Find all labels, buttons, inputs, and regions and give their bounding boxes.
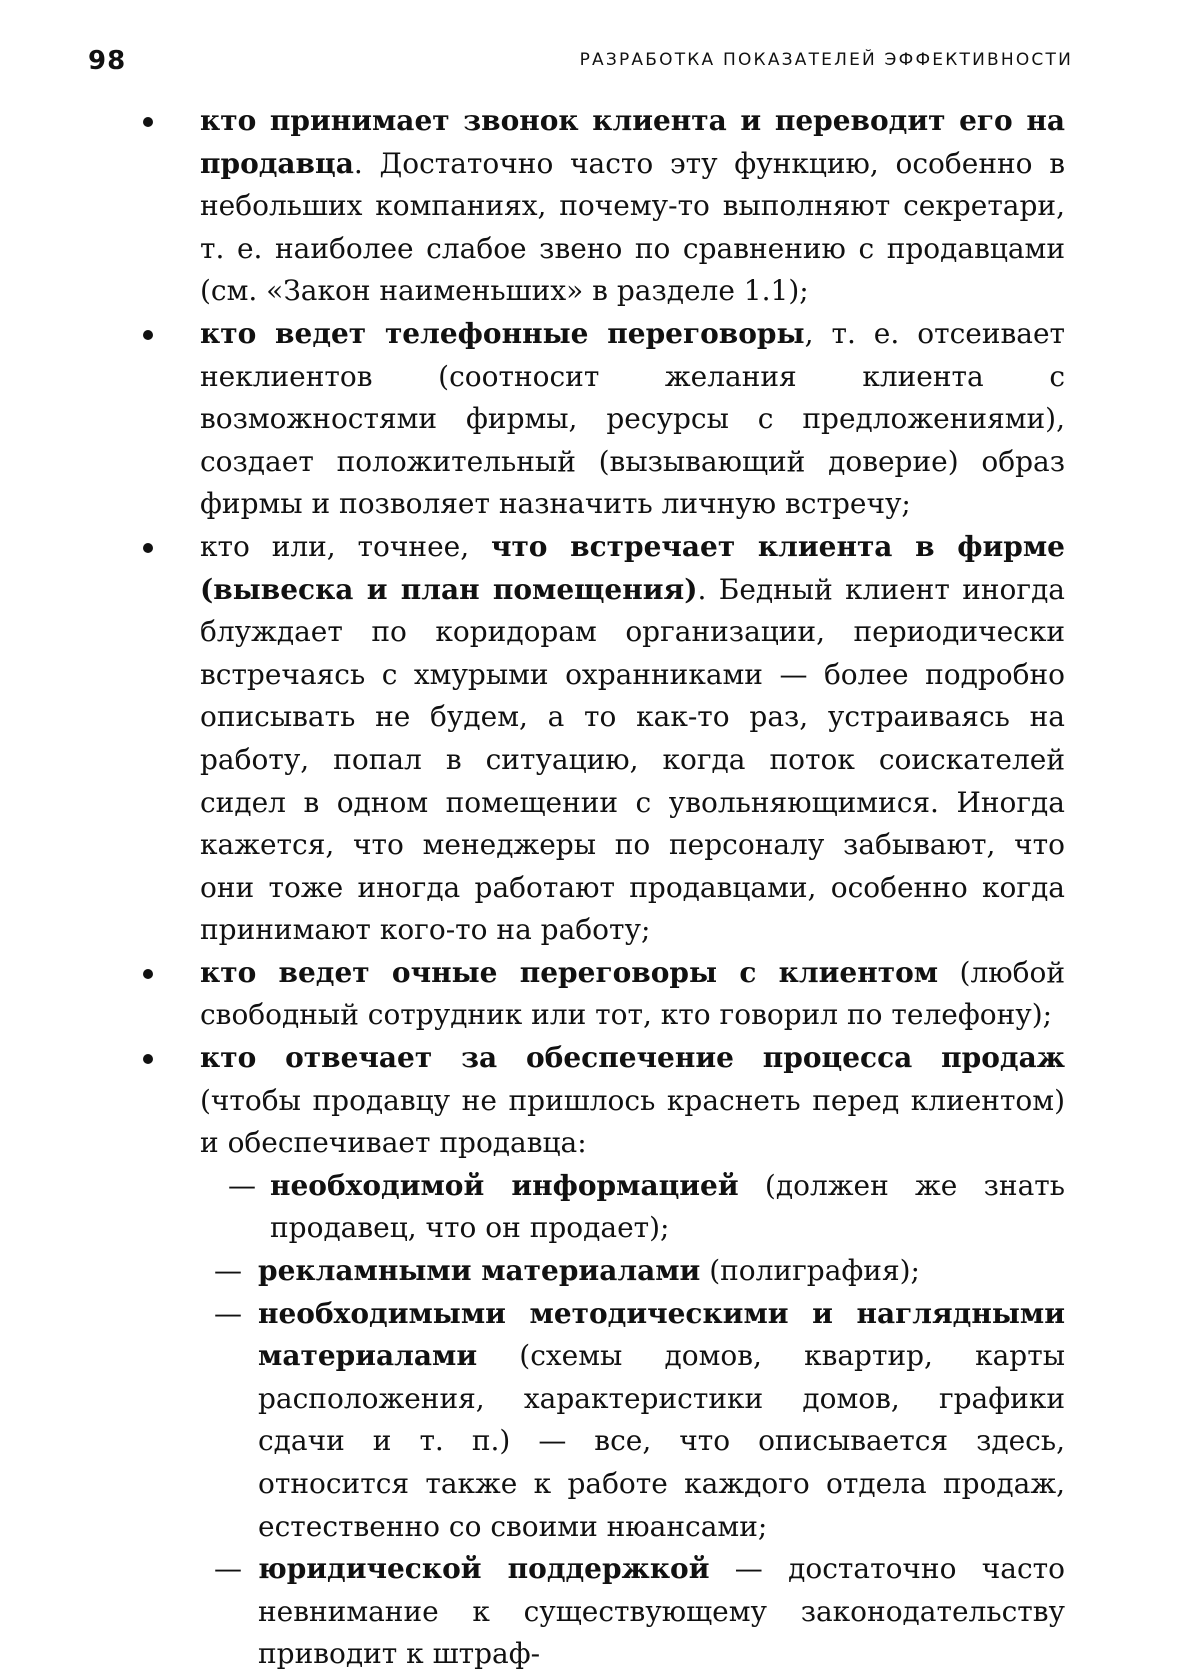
item-bold-text: кто ведет очные переговоры с клиентом xyxy=(200,955,939,989)
sales-support-sublist xyxy=(200,1165,1065,1676)
sub-item-text: (должен же знать продавец, что он продает); xyxy=(270,1168,1065,1245)
bullet-item-face-to-face xyxy=(200,952,1065,1037)
sub-item-legal-support xyxy=(200,1548,1065,1676)
item-text: (чтобы продавцу не пришлось краснеть перед клиентом) и обеспечивает продавца: xyxy=(200,1083,1065,1160)
bullet-icon xyxy=(143,330,153,340)
sub-item-bold-text: рекламными материалами xyxy=(258,1254,701,1288)
item-text: . Бедный клиент иногда блуждает по коридорам организации, периодически встречаясь с хмурыми охранниками — более подробно описывать не будем, а то как-то раз, устраиваясь на работу, попал в ситуацию, когда поток соискателей сидел в одном помещении с увольняющимися. Иногда кажется, что менеджеры по персоналу забывают, что они тоже иногда работают продавцами, особенно когда принимают кого-то на работу; xyxy=(200,572,1065,947)
dash-marker: — xyxy=(214,1254,242,1288)
bullet-item-phone-negotiations xyxy=(200,313,1065,526)
bullet-icon xyxy=(143,117,153,127)
item-bold-text: кто ведет телефонные переговоры xyxy=(200,316,805,350)
dash-marker: — xyxy=(228,1168,256,1202)
item-bold-text: кто принимает звонок клиента и переводит его на продавца xyxy=(200,104,1065,180)
sub-item-text: — достаточно часто невнимание к существующему законодательству приводит к штраф- xyxy=(258,1552,1065,1671)
bullet-item-meets-client xyxy=(200,526,1065,952)
item-text: , т. е. отсеивает неклиентов (соотносит желания клиента с возможностями фирмы, ресурсы с предложениями), создает положительный (вызывающий доверие) образ фирмы и позволяет назначить личную встречу; xyxy=(200,316,1065,521)
dash-marker: — xyxy=(214,1296,242,1330)
item-lead-text: кто или, точнее, xyxy=(200,529,491,563)
item-bold-text: что встречает клиента в фирме (вывеска и план помещения) xyxy=(200,529,1066,606)
bullet-icon xyxy=(143,543,153,553)
bullet-item-answers-call xyxy=(200,100,1065,313)
page-body xyxy=(200,100,1065,1676)
bullet-icon xyxy=(143,1054,153,1064)
sub-item-bold-text: юридической поддержкой xyxy=(258,1552,710,1586)
sub-item-bold-text: необходимой информацией xyxy=(270,1168,739,1202)
sub-item-methodical-materials xyxy=(200,1293,1065,1549)
sub-item-text: (полиграфия); xyxy=(700,1254,920,1288)
item-text: (любой свободный сотрудник или тот, кто говорил по телефону); xyxy=(200,955,1065,1032)
sub-item-text: (схемы домов, квартир, карты расположения, характеристики домов, графики сдачи и т. п.) — все, что описывается здесь, относится также к работе каждого отдела продаж, естественно со своими нюансами; xyxy=(258,1339,1065,1543)
running-head: РАЗРАБОТКА ПОКАЗАТЕЛЕЙ ЭФФЕКТИВНОСТИ xyxy=(579,50,1073,70)
sub-item-information xyxy=(200,1165,1065,1250)
item-bold-text: кто отвечает за обеспечение процесса продаж xyxy=(200,1041,1065,1075)
bullet-item-sales-support xyxy=(200,1037,1065,1165)
dash-marker: — xyxy=(214,1552,242,1586)
bullet-icon xyxy=(143,969,153,979)
page-number: 98 xyxy=(88,46,127,76)
item-text: . Достаточно часто эту функцию, особенно в небольших компаниях, почему-то выполняют секретари, т. е. наиболее слабое звено по сравнению с продавцами (см. «Закон наименьших» в разделе 1.1); xyxy=(200,146,1065,308)
sub-item-bold-text: необходимыми методическими и наглядными материалами xyxy=(258,1296,1065,1373)
sub-item-advertising xyxy=(200,1250,1065,1293)
